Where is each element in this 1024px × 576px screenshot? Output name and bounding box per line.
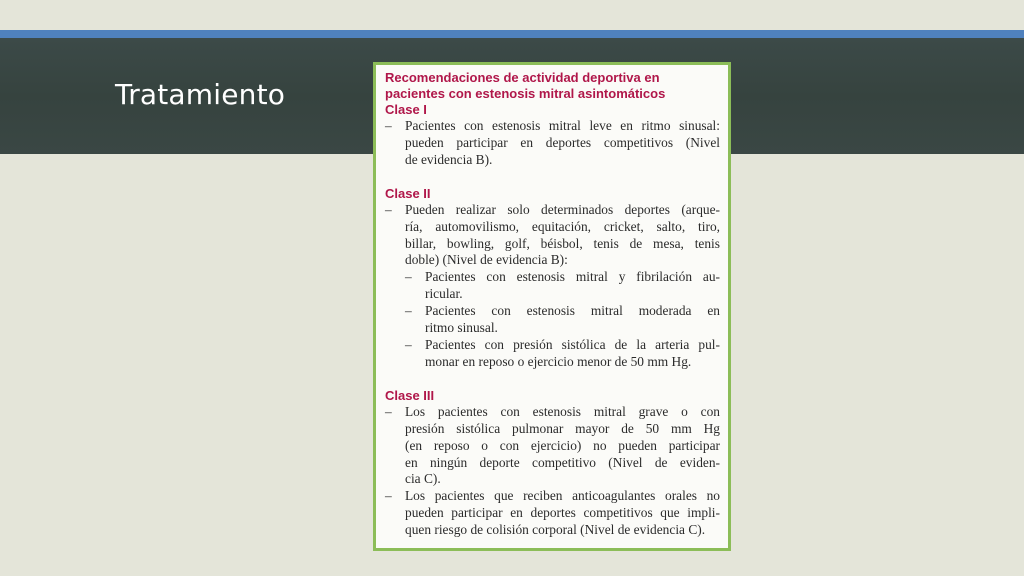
bullet-dash: –: [385, 403, 392, 419]
sub-list-item: [385, 303, 720, 337]
sub-list-item: [385, 269, 720, 303]
bullet-dash: –: [385, 118, 392, 133]
text-line: pueden participar en deportes competitivos (Nivel: [405, 134, 720, 150]
recommendations-panel: [373, 62, 731, 551]
clase-2-items: [385, 202, 720, 270]
text-line: pueden participar en deportes competitivos que impli-: [405, 505, 720, 521]
list-item: [385, 404, 720, 489]
list-item-text: [405, 488, 720, 539]
list-item-text: [405, 404, 720, 489]
text-line: ricular.: [425, 286, 463, 302]
clase-1-heading: Clase I: [385, 102, 427, 117]
text-line: billar, bowling, golf, béisbol, tenis de mesa, tenis: [405, 235, 720, 251]
list-item: [385, 488, 720, 539]
text-line: Pacientes con estenosis mitral y fibrilación au-: [425, 269, 720, 285]
section-gap: [385, 371, 720, 388]
text-line: Pacientes con estenosis mitral moderada en: [425, 303, 720, 319]
text-line: ría, automovilismo, equitación, cricket, salto, tiro,: [405, 218, 720, 234]
panel-title-line-2: pacientes con estenosis mitral asintomáticos: [385, 86, 666, 101]
slide-title: Tratamiento: [115, 78, 286, 111]
clase-2-heading: Clase II: [385, 185, 431, 201]
list-item: [385, 202, 720, 270]
clase-3-items: [385, 404, 720, 539]
text-line: Pacientes con presión sistólica de la arteria pul-: [425, 336, 720, 352]
text-line: monar en reposo o ejercicio menor de 50 mm Hg.: [425, 353, 692, 369]
clase-3-heading: Clase III: [385, 387, 435, 403]
list-item-text: [405, 202, 720, 270]
bullet-dash: –: [385, 201, 392, 217]
list-item-text: [425, 337, 720, 371]
header-accent-line: [0, 30, 1024, 38]
bullet-dash: –: [405, 269, 412, 285]
clase-2-subitems: [385, 269, 720, 370]
text-line: presión sistólica pulmonar mayor de 50 mm Hg: [405, 420, 720, 436]
bullet-dash: –: [405, 303, 412, 319]
text-line: quen riesgo de colisión corporal (Nivel de evidencia C).: [405, 522, 706, 538]
list-item-text: [425, 303, 720, 337]
bullet-dash: –: [385, 488, 392, 504]
clase-1-items: [385, 118, 720, 169]
text-line: en ningún deporte competitivo (Nivel de eviden-: [405, 454, 720, 470]
text-line: Pacientes con estenosis mitral leve en ritmo sinusal:: [405, 118, 720, 133]
panel-title-line-1: Recomendaciones de actividad deportiva en: [385, 70, 660, 85]
text-line: ritmo sinusal.: [425, 320, 498, 336]
slide-top-strip: [0, 0, 1024, 30]
text-line: Los pacientes con estenosis mitral grave o con: [405, 403, 720, 419]
text-line: (en reposo o con ejercicio) no pueden participar: [405, 437, 720, 453]
section-gap: [385, 169, 720, 186]
sub-list-item: [385, 337, 720, 371]
text-line: doble) (Nivel de evidencia B):: [405, 252, 568, 268]
text-line: cia C).: [405, 471, 441, 487]
text-line: Los pacientes que reciben anticoagulantes orales no: [405, 488, 720, 504]
text-line: Pueden realizar solo determinados deportes (arque-: [405, 201, 720, 217]
list-item: [385, 118, 720, 169]
bullet-dash: –: [405, 336, 412, 352]
list-item-text: [405, 118, 720, 169]
list-item-text: [425, 269, 720, 303]
text-line: de evidencia B).: [405, 151, 493, 167]
